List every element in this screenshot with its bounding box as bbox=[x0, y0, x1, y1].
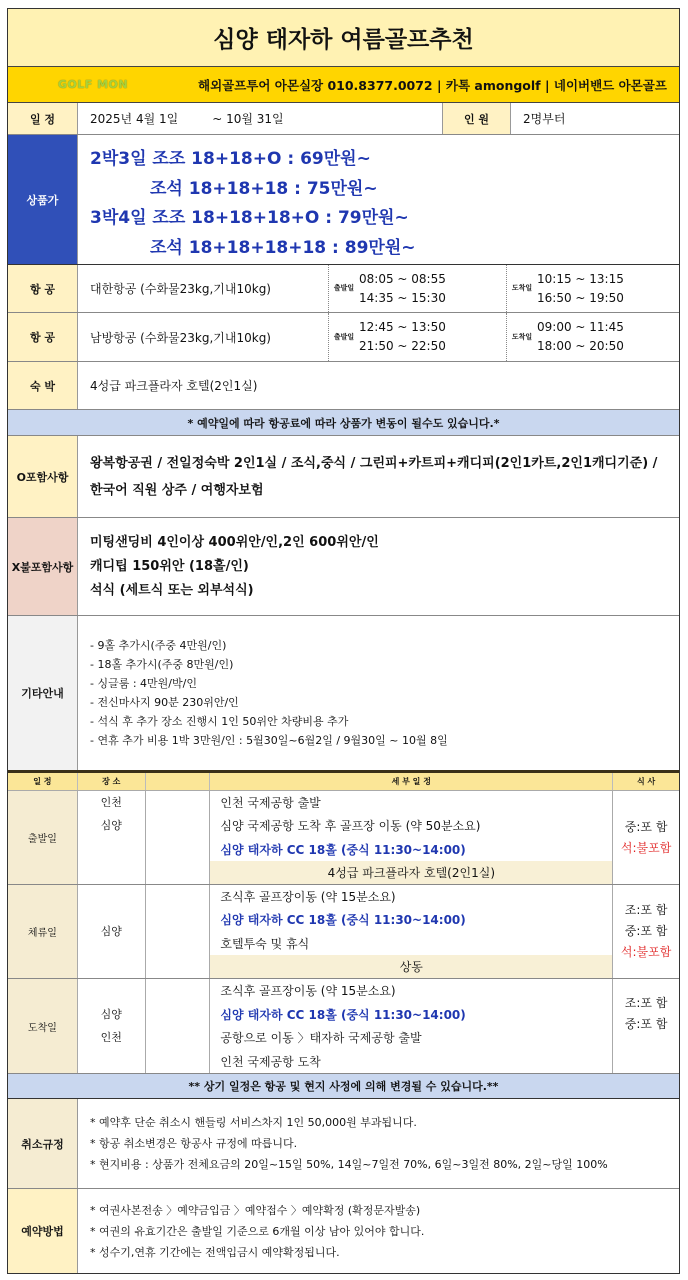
etc-row bbox=[8, 616, 679, 770]
place: 심양 bbox=[100, 925, 122, 938]
price-line: 3박4일 조조 18+18+18+O : 79만원~ bbox=[90, 208, 409, 228]
price-change-notice: * 예약일에 따라 항공료에 따라 상품가 변동이 될수도 있습니다.* bbox=[8, 410, 679, 436]
detail-line: 공항으로 이동 〉태자하 국제공항 출발 bbox=[220, 1031, 422, 1046]
hotel-value: 4성급 파크플라자 호텔(2인1실) bbox=[90, 379, 258, 393]
flight-row bbox=[8, 313, 679, 362]
included-line: 왕복항공권 / 전일정숙박 2인1실 / 조식,중식 / 그린피+카트피+캐디피(2인1카트,2인1캐디기준) / bbox=[90, 455, 658, 471]
meal: 중:포 함 bbox=[624, 924, 668, 938]
header-day: 일 정 bbox=[8, 773, 78, 790]
departure-time: 12:45 ~ 13:50 bbox=[359, 320, 446, 334]
etc-line: - 싱글룸 : 4만원/박/인 bbox=[90, 677, 197, 690]
itinerary-day bbox=[8, 791, 679, 885]
golf-line: 심양 태자하 CC 18홀 (중식 11:30~14:00) bbox=[220, 1007, 466, 1022]
golfmon-logo: GOLF MON bbox=[57, 78, 129, 91]
golf-line: 심양 태자하 CC 18홀 (중식 11:30~14:00) bbox=[220, 913, 466, 928]
departure-time: 08:05 ~ 08:55 bbox=[359, 271, 446, 286]
booking-line: * 여권사본전송 〉예약금입금 〉예약접수 〉예약확정 (확정문자발송) bbox=[90, 1203, 421, 1217]
hotel-row bbox=[8, 362, 679, 410]
price-list bbox=[78, 135, 428, 264]
meal: 조:포 함 bbox=[624, 903, 668, 917]
itinerary-day bbox=[8, 885, 679, 979]
meal: 석:불포함 bbox=[620, 945, 672, 959]
price-row bbox=[8, 135, 679, 265]
included-row bbox=[8, 436, 679, 518]
detail-line: 심양 국제공항 도착 후 골프장 이동 (약 50분소요) bbox=[220, 819, 481, 834]
tour-sheet bbox=[7, 8, 680, 1274]
flight-label: 항 공 bbox=[8, 265, 78, 312]
pax-label: 인 원 bbox=[443, 103, 511, 134]
airline: 대한항공 (수화물23kg,기내10kg) bbox=[90, 282, 271, 296]
day-label: 도착일 bbox=[8, 979, 78, 1073]
cancel-line: * 현지비용 : 상품가 전체요금의 20일~15일 50%, 14일~7일전 70%, 6일~3일전 80%, 2일~당일 100% bbox=[90, 1158, 608, 1171]
header-place: 장 소 bbox=[78, 773, 146, 790]
cancel-row bbox=[8, 1099, 679, 1189]
place: 인천 bbox=[100, 796, 122, 809]
contact-info: 해외골프투어 아몬실장 010.8377.0072 | 카톡 amongolf | 네이버밴드 아몬골프 bbox=[198, 77, 667, 93]
golf-line: 심양 태자하 CC 18홀 (중식 11:30~14:00) bbox=[220, 842, 466, 857]
pax-value: 2명부터 bbox=[523, 112, 566, 126]
arrival-time: 10:15 ~ 13:15 bbox=[537, 271, 624, 286]
etc-label: 기타안내 bbox=[8, 616, 78, 770]
detail-line: 조식후 골프장이동 (약 15분소요) bbox=[220, 984, 396, 999]
hotel-line: 상동 bbox=[210, 955, 612, 978]
excluded-line: 미팅샌딩비 4인이상 400위안/인,2인 600위안/인 bbox=[90, 534, 379, 550]
flight-label: 항 공 bbox=[8, 313, 78, 361]
page-title: 심양 태자하 여름골프추천 bbox=[8, 9, 679, 67]
meal: 조:포 함 bbox=[624, 996, 668, 1010]
departure-label: 출발일 bbox=[333, 284, 355, 292]
header-blank bbox=[146, 773, 211, 790]
departure-label: 출발일 bbox=[333, 332, 355, 341]
airline: 남방항공 (수화물23kg,기내10kg) bbox=[90, 330, 271, 345]
arrival-label: 도착일 bbox=[511, 284, 533, 292]
etc-line: - 18홀 추가시(주중 8만원/인) bbox=[90, 658, 234, 671]
hotel-line: 4성급 파크플라자 호텔(2인1실) bbox=[210, 861, 612, 884]
schedule-label: 일 정 bbox=[8, 103, 78, 134]
cancel-label: 취소규정 bbox=[8, 1099, 78, 1188]
booking-label: 예약방법 bbox=[8, 1189, 78, 1273]
price-line: 조석 18+18+18 : 75만원~ bbox=[150, 178, 378, 199]
place: 심양 bbox=[100, 1008, 122, 1021]
price-label: 상품가 bbox=[8, 135, 78, 264]
included-line: 한국어 직원 상주 / 여행자보험 bbox=[90, 482, 264, 498]
flight-row bbox=[8, 265, 679, 313]
header-detail: 세 부 일 정 bbox=[210, 773, 613, 790]
place: 인천 bbox=[100, 1031, 122, 1044]
detail-line: 조식후 골프장이동 (약 15분소요) bbox=[220, 890, 396, 905]
contact-banner bbox=[8, 67, 679, 103]
arrival-time: 18:00 ~ 20:50 bbox=[537, 339, 624, 353]
cancel-line: * 예약후 단순 취소시 핸들링 서비스차지 1인 50,000원 부과됩니다. bbox=[90, 1116, 417, 1129]
etc-line: - 전신마사지 90분 230위안/인 bbox=[90, 696, 239, 709]
place: 심양 bbox=[100, 819, 122, 832]
arrival-time: 09:00 ~ 11:45 bbox=[537, 320, 624, 334]
day-label: 체류일 bbox=[8, 885, 78, 978]
excluded-row bbox=[8, 518, 679, 616]
meal: 중:포 함 bbox=[624, 1017, 668, 1031]
itinerary-header bbox=[8, 770, 679, 791]
arrival-label: 도착일 bbox=[511, 332, 533, 341]
etc-line: - 석식 후 추가 장소 진행시 1인 50위안 차량비용 추가 bbox=[90, 715, 349, 728]
day-label: 출발일 bbox=[8, 791, 78, 884]
etc-line: - 9홀 추가시(주중 4만원/인) bbox=[90, 639, 227, 652]
booking-line: * 성수기,연휴 기간에는 전액입금시 예약확정됩니다. bbox=[90, 1245, 340, 1259]
schedule-change-notice: ** 상기 일정은 항공 및 현지 사정에 의해 변경될 수 있습니다.** bbox=[8, 1073, 679, 1099]
detail-line: 인천 국제공항 도착 bbox=[220, 1054, 321, 1069]
hotel-label: 숙 박 bbox=[8, 362, 78, 409]
booking-line: * 여권의 유효기간은 출발일 기준으로 6개월 이상 남아 있어야 합니다. bbox=[90, 1224, 425, 1238]
departure-time: 21:50 ~ 22:50 bbox=[359, 339, 446, 353]
meal: 중:포 함 bbox=[624, 819, 668, 834]
booking-row bbox=[8, 1189, 679, 1273]
cancel-line: * 항공 취소변경은 항공사 규정에 따릅니다. bbox=[90, 1137, 298, 1150]
price-line: 조석 18+18+18+18 : 89만원~ bbox=[150, 237, 416, 258]
schedule-start: 2025년 4월 1일 bbox=[90, 112, 179, 126]
excluded-line: 석식 (세트식 또는 외부석식) bbox=[90, 582, 254, 598]
schedule-row bbox=[8, 103, 679, 135]
included-label: O포함사항 bbox=[8, 436, 78, 517]
itinerary-day bbox=[8, 979, 679, 1073]
price-line: 2박3일 조조 18+18+O : 69만원~ bbox=[90, 149, 371, 169]
header-meal: 식 사 bbox=[636, 777, 656, 786]
meal: 석:불포함 bbox=[620, 840, 672, 855]
excluded-label: X불포함사항 bbox=[8, 518, 78, 615]
excluded-line: 캐디팁 150위안 (18홀/인) bbox=[90, 558, 249, 574]
detail-line: 인천 국제공항 출발 bbox=[220, 796, 321, 811]
detail-line: 호텔투숙 및 휴식 bbox=[220, 936, 310, 951]
schedule-end: ~ 10월 31일 bbox=[212, 112, 284, 126]
departure-time: 14:35 ~ 15:30 bbox=[359, 290, 446, 305]
arrival-time: 16:50 ~ 19:50 bbox=[537, 290, 624, 305]
etc-line: - 연휴 추가 비용 1박 3만원/인 : 5월30일~6월2일 / 9월30일 ~ 10월 8일 bbox=[90, 734, 448, 747]
